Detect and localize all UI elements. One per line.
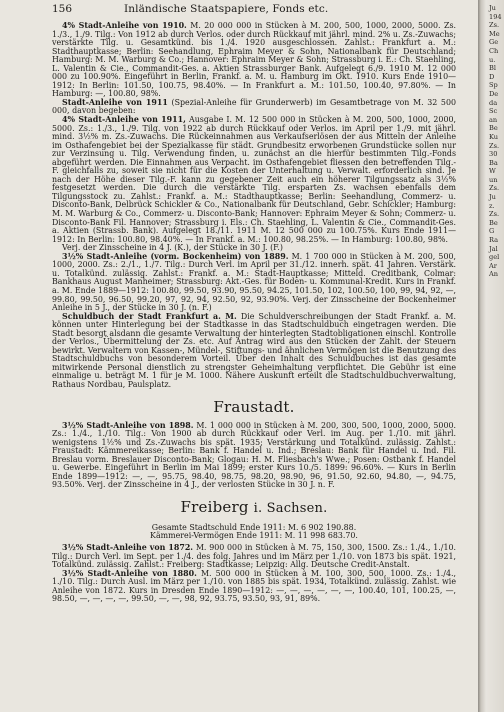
facing-page-fragment: 30 [489,150,498,159]
facing-page-fragment: gel [489,253,500,262]
facing-page-fragment: Jal [489,244,498,253]
loan-text: Die Schuldverschreibungen der Stadt Frankf. a. M. können unter Hinterlegung bei der Stadtkasse in das Stadtschuldbuch eingetragen werden. Die Stadt besorgt alsdann die gesamte Verwaltung der hinterlegten Stadtobligationen einschl. Kontrolle der Verlos., Übermittelung der Zs. etc. Auf Antrag wird aus den Stücken der Zahlt. der Steuern bewirkt. Verwaltern von Kassen-, Mündel-, Stiftungs- und ähnlichen Vermögen ist die Benutzung des Stadtschuldbuchs von besonderem Vorteil. Über den Inhalt des Schuldbuches ist das gesamte mitwirkende Personal dienstlich zu strengster Geheimhaltung verpflichtet. Die Gebühr ist eine einmalige u. beträgt M. 1 für je M. 1000. Nähere Auskunft erteilt die Stadtschuldbuchverwaltung, Rathaus Nordbau, Paulsplatz. [52,311,456,389]
loan-heading: Schuldbuch der Stadt Frankfurt a. M. [62,311,237,321]
facing-page-fragment: Be [489,124,498,133]
facing-page-fragment: Be [489,218,498,227]
facing-page-fragment: Ju [489,193,496,202]
loan-entry [52,99,456,116]
loan-text: M. 20 000 000 in Stücken à M. 200, 500, 1000, 2000, 5000. Zs. 1./3., 1./9. Tilg.: Von 1912 ab durch Verlos. oder durch Rückkauf mit jährl. mind. 2% u. Zs.-Zuwachs; verstärkte Tilg. u. Gesamtkünd. bis 1./4. 1920 ausgeschlossen. Zahlst.: Frankfurt a. M.: Stadthauptkasse; Berlin: Seehandlung, Ephraim Meyer & Sohn, Nationalbank für Deutschland; Hamburg: M. M. Warburg & Co.; Hannover: Ephraim Meyer & Sohn; Strassburg i. E.: Ch. Staehling, L. Valentin & Cie., Commandit-Ges. a. Aktien Strassburger Bank. Aufgelegt 6./9. 1910 M. 12 000 000 zu 100.90%. Eingeführt in Berlin, Frankf. a. M. u. Hamburg im Okt. 1910. Kurs Ende 1910—1912: In Berlin: 101.50, 100.75, 98.40%. — In Frankfurt a. M.: 101.50, 100.40, 97.80%. — In Hamburg: —, 100.80, 98%. [52,21,457,99]
city-name: Freiberg [180,497,249,516]
facing-page-fragment: G [489,227,495,236]
loan-entry [52,544,456,570]
facing-page-text [489,4,502,279]
loan-text: M. 900 000 in Stücken à M. 75, 150, 300, 1500. Zs.: 1./4., 1./10. Tilg.: Durch Verl. im Sept. per 1./4. des folg. Jahres und im März per 1./10. von 1873 bis spät. 1921, Totalkünd. zulässig. Zahlst.: Freiberg: Stadtkasse; Leipzig: Allg. Deutsche Credit-Anstalt. [52,542,456,570]
loan-text: (Spezial-Anleihe für Grunderwerb) im Gesamtbetrage von M. 32 500 000, davon begeben: [52,97,456,116]
city-subtitle: i. Sachsen. [253,500,328,516]
facing-page-fragment: Ra [489,236,499,245]
facing-page-fragment: 194 [489,12,502,21]
facing-page-fragment: Zs. [489,141,500,150]
facing-page-fragment: De [489,89,499,98]
loan-entry [52,22,456,99]
loan-heading: 4% Stadt-Anleihe von 1911, [62,115,186,125]
facing-page-fragment: Ku [489,132,499,141]
city-debt-line: Gesamte Stadtschuld Ende 1911: M. 6 902 190.88. [151,522,357,532]
facing-page-fragment: z. [489,201,495,210]
facing-page-fragment: an [489,115,498,124]
facing-page-fragment: Ge [489,38,499,47]
running-head: Inländische Staatspapiere, Fonds etc. [124,3,329,15]
facing-page-fragment: Me [489,29,500,38]
facing-page-fragment: Sp [489,81,498,90]
facing-page-fragment: Zs. [489,184,500,193]
loan-heading: 3½% Stadt-Anleihe (vorm. Bockenheim) von 1889. [62,251,289,261]
loan-entry [52,313,456,390]
loan-text: Ausgabe I. M. 12 500 000 in Stücken à M. 200, 500, 1000, 2000, 5000. Zs.: 1./3., 1./9. Tilg. von 1922 ab durch Rückkauf oder Verlos. im April per 1./9. mit jährl. mind. 3½% m. Zs.-Zuwachs. Die Rückeinnahmen aus Verkaufserlösen der aus Mitteln der Anleihe im Osthafengebiet bei der Spezialkasse für städt. Grundbesitz erworbenen Grundstücke sollen nur zur Verzinsung u. Tilg. Verwendung finden, u. zunächst an die hierfür bestimmten Tilg.-Fonds abgeführt werden. Die Einnahmen aus Verpacht. im Osthafengebiet fliessen den betreffenden Tilg.-F. gleichfalls zu, soweit sie nicht für die Kosten der Unterhaltung u. Verwalt. erforderlich sind. Je nach der Höhe dieser Tilg.-F. kann zu gegebener Zeit auch ein höherer Tilgungssatz als 3½% festgesetzt werden. Die durch die verstärkte Tilg. ersparten Zs. wachsen ebenfalls dem Tilgungsstock zu. Zahlst.: Frankf. a. M.: Stadthauptkasse; Berlin: Seehandlung, Commerz- u. Disconto-Bank, Delbrück Schickler & Co., Nationalbank für Deutschland, Gebr. Schickler; Hamburg: M. M. Warburg & Co., Commerz- u. Disconto-Bank; Hannover: Ephraim Meyer & Sohn; Commerz- u. Disconto-Bank Fil. Hannover; Strassburg i. Els.: Ch. Staehling, L. Valentin & Cie., Commandit-Ges. a. Aktien (Strassb. Bank). Aufgelegt 18./11. 1911 M. 12 500 000 zu 100.75%. Kurs Ende 1911—1912: In Berlin: 100.80, 98.40%. — In Frankf. a. M.: 100.80, 98.25%. — In Hamburg: 100.80, 98%. [52,115,456,244]
page-content [52,22,456,604]
facing-page-fragment: Ch [489,46,499,55]
loan-text: M. 1 700 000 in Stücken à M. 200, 500, 1000, 2000. Zs.: 2./1., 1./7. Tilg.: Durch Verl. im April per 31./12. innerh. spät. 41 Jahren. Verstärk. u. Totalkünd. zulässig. Zahlst.: Frankf. a. M.: Stadt-Hauptkasse; Mitteld. Creditbank, Colmar: Bankhaus August Manheimer; Strassburg: Akt.-Ges. für Boden- u. Kommunal-Kredit. Kurs in Frankf. a. M. Ende 1889—1912: 100.80, 99.50, 93.90, 95.50, 94.25, 101.50, 102, 100.50, 100, 99, 94, 92, —, 99.80, 99.50, 96.50, 99.20, 97, 92, 94, 92.50, 92, 93.90%. Verj. der Zinsscheine der Bockenheimer Anleihe in 5 J., der Stücke in 30 J. (n. F.) [52,251,457,313]
facing-page-fragment: Bl [489,64,496,73]
loan-heading: 3½% Stadt-Anleihe von 1872. [62,542,194,552]
city-assets-line: Kämmerei-Vermögen Ende 1911: M. 11 998 683.70. [150,531,358,541]
loan-heading: 3½% Stadt-Anleihe von 1898. [62,420,194,430]
loan-entry [52,570,456,604]
facing-page-fragment: Ju [489,4,496,12]
facing-page-edge [478,0,504,712]
facing-page-fragment: da [489,98,498,107]
loan-entry [52,422,456,490]
loan-entry [52,116,456,244]
facing-page-fragment: D [489,72,495,81]
city-heading: Fraustadt. [213,397,295,416]
page-header [52,3,454,17]
facing-page-fragment: Zs. [489,210,500,219]
city-heading [52,498,456,518]
facing-page-fragment: Sc [489,107,498,116]
loan-text: Verj. der Zinsscheine in 4 J. (K.), der Stücke in 30 J. (F.) [62,243,283,253]
facing-page-fragment: Zs. [489,21,500,30]
loan-text: M. 500 000 in Stücken à M. 100, 300, 500, 1000. Zs.: 1./4., 1./10. Tilg.: Durch Ausl. im März per 1./10. von 1885 bis spät. 1934, Totalkünd. zulässig. Zahlst. wie Anleihe von 1872. Kurs in Dresden Ende 1890—1912: —, —, —, —, —, —, 100.40, 101, 100.25, —, 98.50, —, —, —, —, 99.50, —, —, 98, 92, 93.75, 93.50, 93, 91, 89%. [52,568,456,604]
loan-heading: 4% Stadt-Anleihe von 1910. [62,21,187,30]
facing-page-fragment: u. [489,55,496,64]
page-number: 156 [52,3,73,15]
facing-page-fragment: un [489,175,498,184]
facing-page-fragment: W [489,167,496,176]
facing-page-fragment: An [489,270,499,279]
loan-entry [52,253,456,313]
facing-page-fragment: Ar [489,261,497,270]
facing-page-fragment: Ba [489,158,498,167]
loan-text: M. 1 000 000 in Stücken à M. 200, 300, 500, 1000, 2000, 5000. Zs.: 1./4., 1./10. Tilg.: Von 1900 ab durch Rückkauf oder Verl. im Aug. per 1./10. mit jährl. wenigstens 1½% und Zs.-Zuwachs bis spät. 1935; Verstärkung und Totalkünd. zulässig. Zahlst.: Fraustadt: Kämmereikasse; Berlin: Bank f. Handel u. Ind.; Breslau: Bank für Handel u. Ind. Fil. Breslau vorm. Breslauer Disconto-Bank; Glogau: H. M. Fliesbach's Wwe.; Posen: Ostbank f. Handel u. Gewerbe. Eingeführt in Berlin im Mai 1899; erster Kurs 10./5. 1899: 96.60%. — Kurs in Berlin Ende 1899—1912: —, —, 95.75, 98.40, 98.75, 98.20, 98.90, 96, 91.50, 92.60, 94.80, —, 94.75, 93.50%. Verj. der Zinsscheine in 4 J., der verlosten Stücke in 30 J. n. F. [52,420,456,490]
loan-heading: Stadt-Anleihe von 1911 [62,97,168,107]
loan-heading: 3½% Stadt-Anleihe von 1880. [62,568,197,578]
